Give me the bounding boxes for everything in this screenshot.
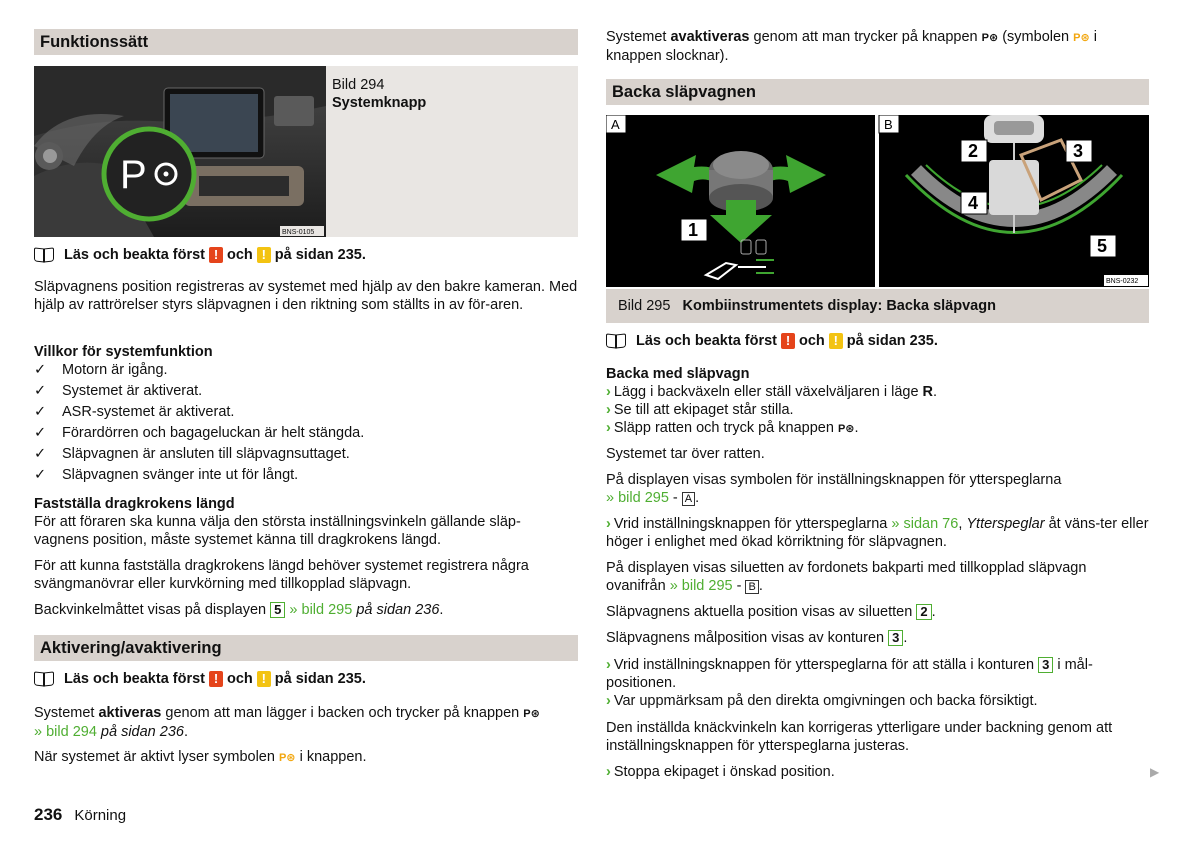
angle-paragraph: Backvinkelmåttet visas på displayen 5 » bild 295 på sidan 236. bbox=[34, 602, 444, 618]
callout-3: 3 bbox=[1073, 141, 1084, 161]
step-arrow-icon: › bbox=[606, 384, 611, 400]
step-item: › Vrid inställningsknappen för ytterspeglarna » sidan 76, Ytterspeglar åt väns-ter eller höger i enlighet med ökad körriktning för släpvagnen. bbox=[606, 516, 1149, 550]
warning-yellow-icon: ! bbox=[257, 671, 271, 687]
callout-3-ref: 3 bbox=[1038, 657, 1053, 673]
conditions-list bbox=[34, 361, 578, 487]
figure-link[interactable]: » bild 295 bbox=[606, 490, 669, 506]
deactivation-paragraph: Systemet avaktiveras genom att man trycker på knappen P⊛ (symbolen P⊛ i knappen slocknar). bbox=[606, 29, 1097, 64]
hitch-paragraph-2: För att kunna fastställa dragkrokens längd behöver systemet registrera några svängmanövrar eller kurvkörning med tillkopplad släpvagn. bbox=[34, 558, 529, 592]
p-symbol: P bbox=[120, 153, 147, 197]
step-item: › Lägg i backväxeln eller ställ växelväljaren i läge R. bbox=[606, 384, 938, 400]
continue-arrow-icon: ▶ bbox=[1150, 765, 1160, 779]
park-assist-icon: P⊛ bbox=[837, 423, 855, 435]
panel-a-label: A bbox=[611, 117, 620, 132]
list-item: ✓ Systemet är aktiverat. bbox=[34, 383, 203, 399]
section-heading-funktionssatt: Funktionssätt bbox=[34, 29, 578, 55]
list-item: ✓ Motorn är igång. bbox=[34, 362, 168, 378]
conditions-title: Villkor för systemfunktion bbox=[34, 344, 213, 360]
step-arrow-icon: › bbox=[606, 764, 611, 780]
list-item: ✓ Släpvagnen svänger inte ut för långt. bbox=[34, 467, 299, 483]
active-symbol-paragraph: När systemet är aktivt lyser symbolen P⊛ i knappen. bbox=[34, 749, 367, 765]
section-heading-aktivering: Aktivering/avaktivering bbox=[34, 635, 578, 661]
list-item: ✓ Förardörren och bagageluckan är helt stängda. bbox=[34, 425, 365, 441]
figure-title: Systemknapp bbox=[332, 95, 427, 111]
figure-number: Bild 294 bbox=[332, 77, 385, 93]
read-first-notice bbox=[606, 332, 938, 350]
notice-text: Läs och beakta först bbox=[636, 333, 778, 349]
check-icon: ✓ bbox=[34, 446, 47, 462]
read-first-notice bbox=[34, 246, 366, 264]
read-first-notice bbox=[34, 670, 366, 688]
system-button-photo bbox=[34, 66, 326, 237]
callout-5-figure: 5 bbox=[1097, 236, 1108, 256]
display-illustration bbox=[606, 115, 1149, 287]
callout-5: 5 bbox=[270, 602, 285, 618]
notice-and: och bbox=[799, 333, 825, 349]
takeover-paragraph: Systemet tar över ratten. bbox=[606, 446, 765, 462]
park-assist-icon: P⊛ bbox=[523, 708, 540, 720]
figure-link[interactable]: » bild 295 bbox=[289, 602, 353, 618]
figure-caption: Bild 295 Kombiinstrumentets display: Backa släpvagn bbox=[606, 289, 1149, 323]
step-arrow-icon: › bbox=[606, 516, 611, 532]
panel-b-label: B bbox=[884, 117, 893, 132]
chapter-name: Körning bbox=[74, 807, 127, 824]
step-arrow-icon: › bbox=[606, 657, 611, 673]
warning-red-icon: ! bbox=[781, 333, 795, 349]
angle-correction-paragraph: Den inställda knäckvinkeln kan korrigeras ytterligare under backning genom att inställningsknappen för ytterspeglarna justeras. bbox=[606, 720, 1113, 754]
notice-and: och bbox=[227, 671, 253, 687]
step-item: › Stoppa ekipaget i önskad position. bbox=[606, 764, 835, 780]
notice-page-link[interactable]: på sidan 235. bbox=[846, 333, 938, 349]
notice-and: och bbox=[227, 247, 253, 263]
figure-link[interactable]: » bild 294 bbox=[34, 724, 97, 740]
park-assist-lit-icon: P⊛ bbox=[278, 752, 296, 764]
check-icon: ✓ bbox=[34, 383, 47, 399]
reverse-title: Backa med släpvagn bbox=[606, 366, 750, 382]
check-icon: ✓ bbox=[34, 425, 47, 441]
activation-paragraph: Systemet aktiveras genom att man lägger i backen och trycker på knappen P⊛ » bild 294 på sidan 236. bbox=[34, 705, 540, 740]
notice-page-link[interactable]: på sidan 235. bbox=[274, 671, 366, 687]
warning-yellow-icon: ! bbox=[829, 333, 843, 349]
park-assist-icon: P⊛ bbox=[981, 32, 999, 44]
list-item: ✓ Släpvagnen är ansluten till släpvagnsuttaget. bbox=[34, 446, 350, 462]
callout-2: 2 bbox=[968, 141, 979, 161]
notice-text: Läs och beakta först bbox=[64, 247, 206, 263]
section-heading-backa: Backa släpvagnen bbox=[606, 79, 1149, 105]
intro-paragraph: Släpvagnens position registreras av systemet med hjälp av den bakre kameran. Med hjälp av rattrörelser styrs släpvagnen i den riktning som ställts in av för-aren. bbox=[34, 279, 578, 313]
step-item: › Släpp ratten och tryck på knappen P⊛. bbox=[606, 420, 859, 436]
step-arrow-icon: › bbox=[606, 402, 611, 418]
page-link[interactable]: » sidan 76 bbox=[891, 516, 959, 532]
display-paragraph: På displayen visas symbolen för inställningsknappen för ytterspeglarna » bild 295 - A . bbox=[606, 472, 1062, 506]
callout-3-ref: 3 bbox=[888, 630, 903, 646]
check-icon: ✓ bbox=[34, 362, 47, 378]
panel-ref-a: A bbox=[682, 492, 695, 506]
notice-text: Läs och beakta först bbox=[64, 671, 206, 687]
step-arrow-icon: › bbox=[606, 693, 611, 709]
list-item: ✓ ASR-systemet är aktiverat. bbox=[34, 404, 235, 420]
callout-2-ref: 2 bbox=[916, 604, 931, 620]
figure-link[interactable]: » bild 295 bbox=[669, 578, 733, 594]
warning-red-icon: ! bbox=[209, 671, 223, 687]
figure-code: BNS-0232 bbox=[1106, 278, 1139, 285]
step-item: › Se till att ekipaget står stilla. bbox=[606, 402, 794, 418]
figure-code: BNS-0105 bbox=[282, 229, 315, 236]
callout-1: 1 bbox=[688, 220, 699, 240]
figure-295 bbox=[606, 115, 1149, 287]
step-list bbox=[606, 383, 1149, 438]
step-arrow-icon: › bbox=[606, 420, 611, 436]
panel-ref-b: B bbox=[745, 580, 758, 594]
page-footer bbox=[34, 806, 126, 825]
warning-red-icon: ! bbox=[209, 247, 223, 263]
figure-294 bbox=[34, 66, 578, 237]
hitch-title: Fastställa dragkrokens längd bbox=[34, 496, 235, 512]
park-assist-lit-icon: P⊛ bbox=[1073, 32, 1090, 44]
warning-yellow-icon: ! bbox=[257, 247, 271, 263]
silhouette-paragraph: På displayen visas siluetten av fordonets bakparti med tillkopplad släpvagn ovanifrån » bild 295 - B . bbox=[606, 560, 1087, 594]
target-position-paragraph: Släpvagnens målposition visas av konturen 3 . bbox=[606, 630, 908, 646]
step-item: › Vrid inställningsknappen för ytterspeglarna för att ställa i konturen 3 i mål-positionen. bbox=[606, 657, 1093, 691]
step-item: › Var uppmärksam på den direkta omgivningen och backa försiktigt. bbox=[606, 693, 1038, 709]
check-icon: ✓ bbox=[34, 467, 47, 483]
book-icon bbox=[606, 334, 626, 348]
callout-4: 4 bbox=[968, 193, 979, 213]
check-icon: ✓ bbox=[34, 404, 47, 420]
step-list-2 bbox=[606, 656, 1149, 710]
hitch-paragraph-1: För att föraren ska kunna välja den största inställningsvinkeln gällande släp-vagnens position, måste systemet känna till dragkrokens längd. bbox=[34, 514, 521, 548]
page-number: 236 bbox=[34, 805, 63, 824]
current-position-paragraph: Släpvagnens aktuella position visas av siluetten 2 . bbox=[606, 604, 936, 620]
notice-page-link[interactable]: på sidan 235. bbox=[274, 247, 366, 263]
book-icon bbox=[34, 248, 54, 262]
book-icon bbox=[34, 672, 54, 686]
